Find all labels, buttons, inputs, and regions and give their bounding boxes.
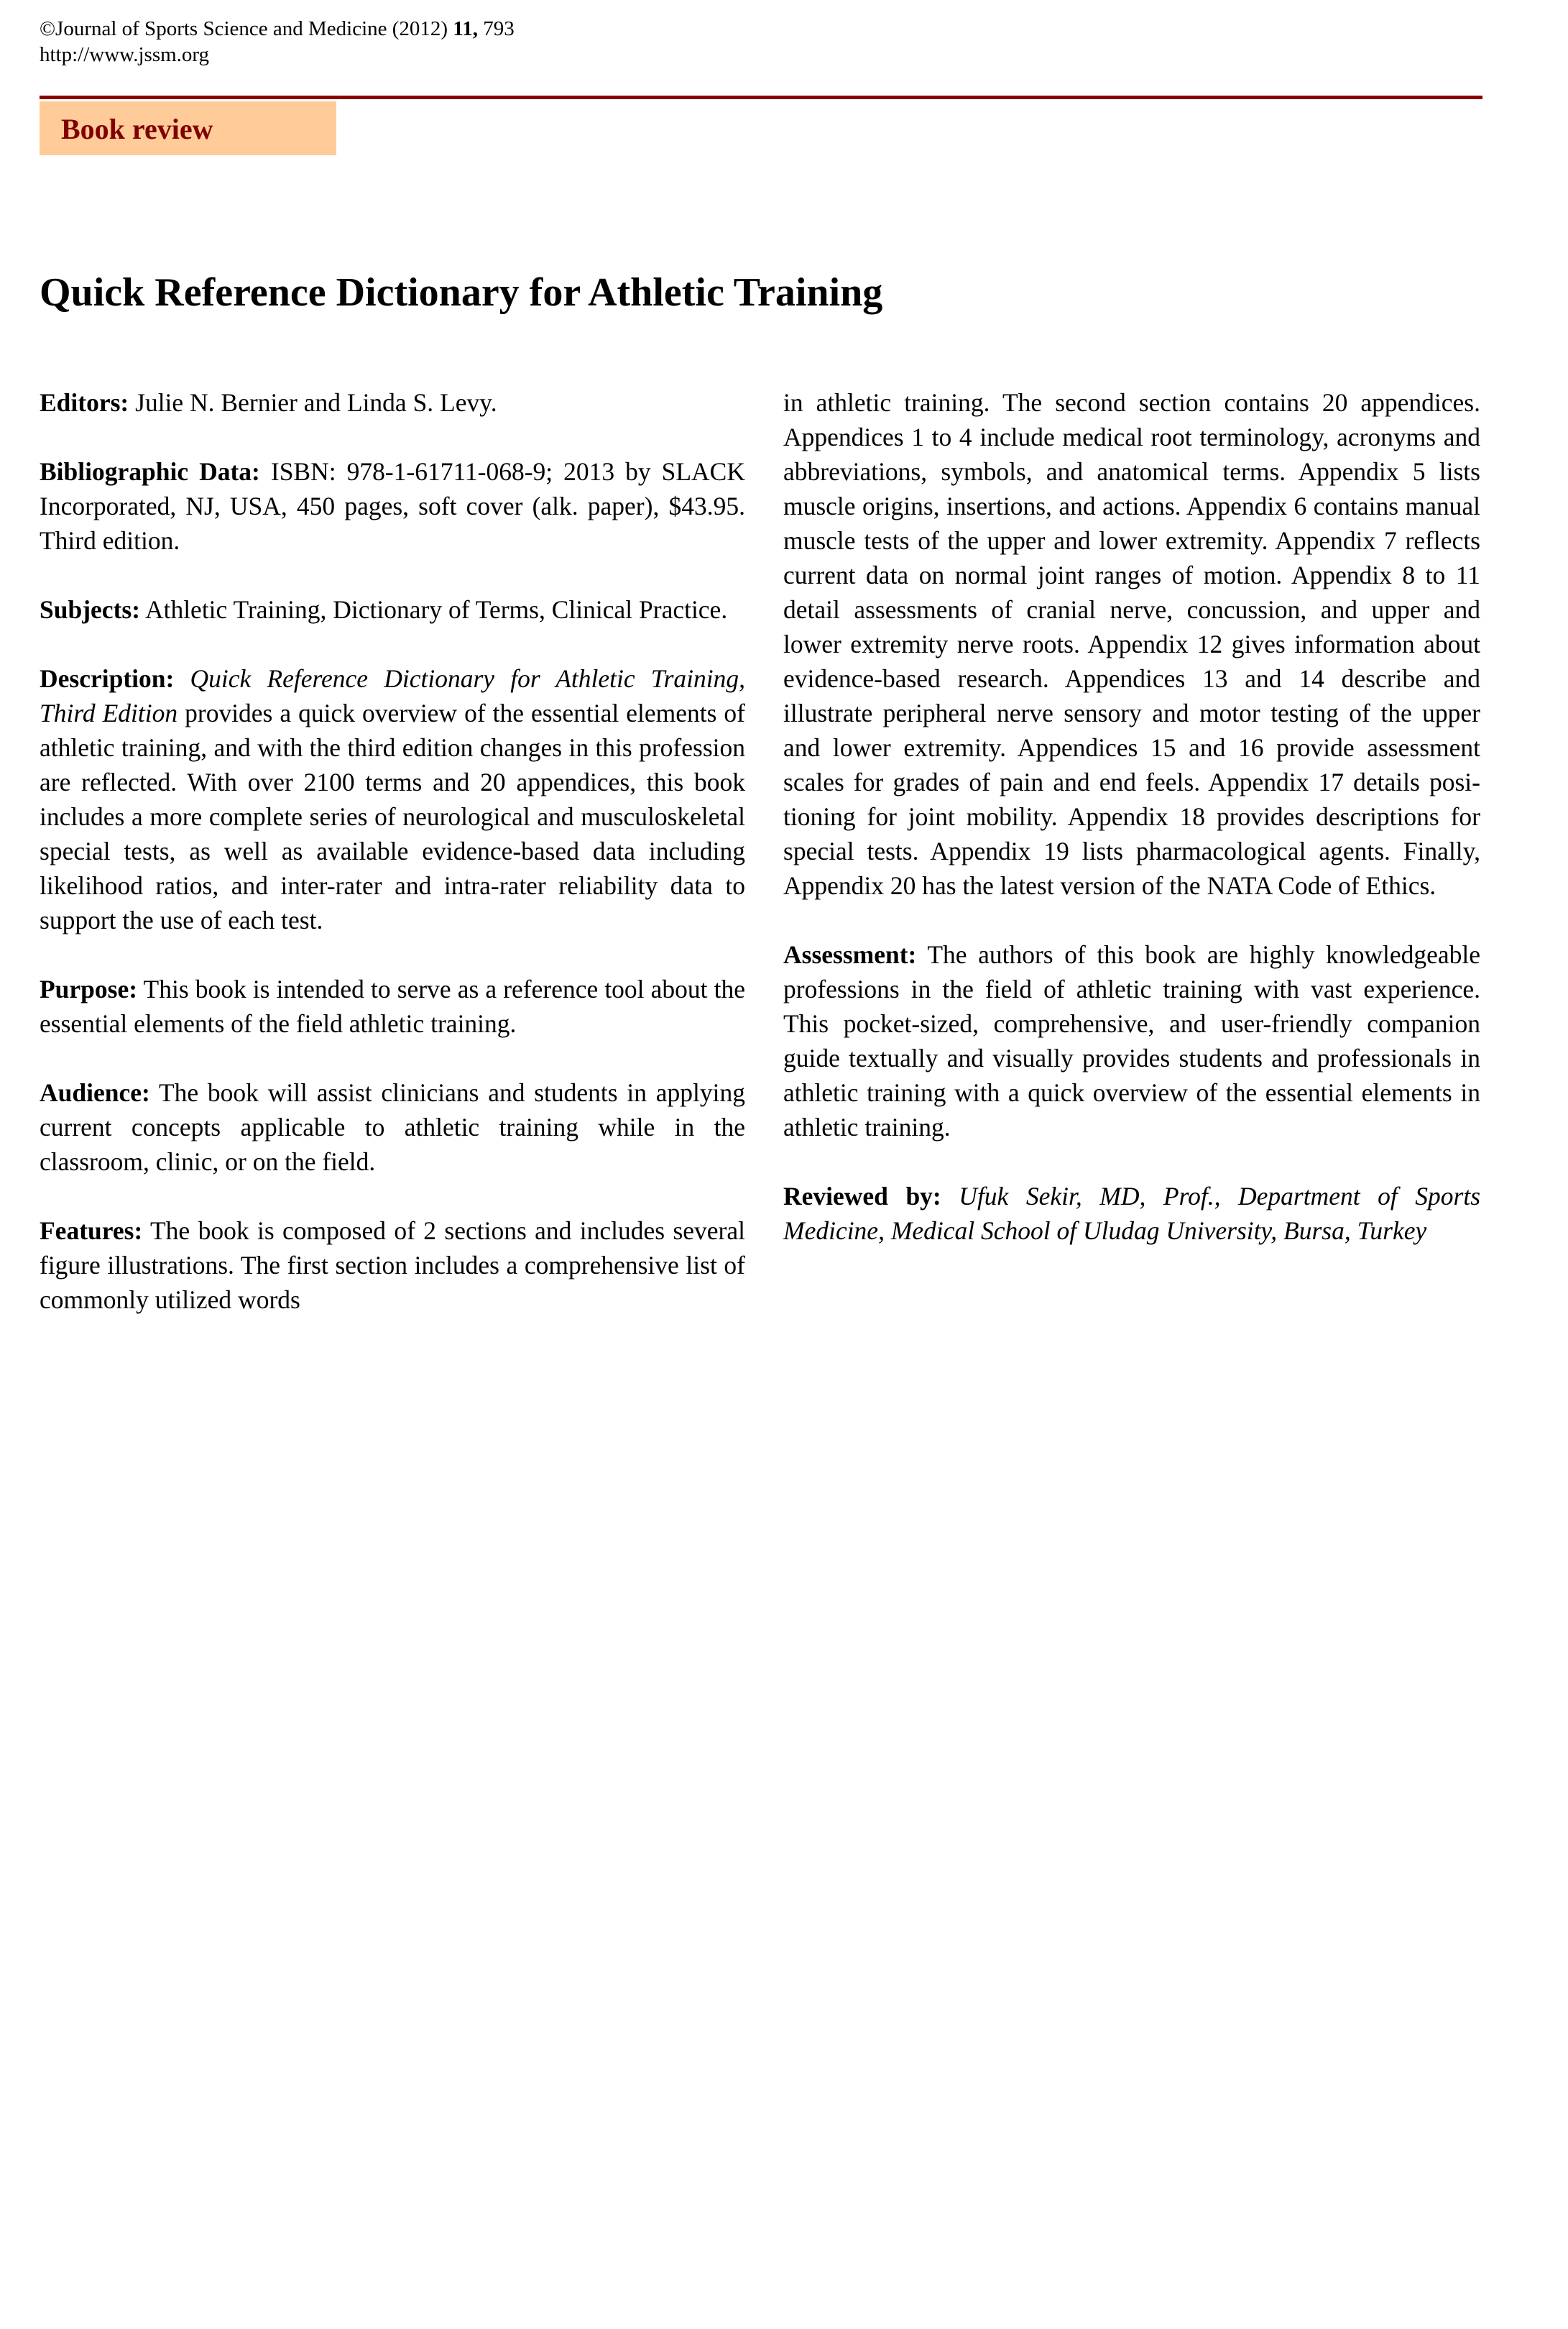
reviewer-label: Reviewed by: — [783, 1182, 941, 1211]
subjects-paragraph — [40, 592, 745, 627]
features-continued-paragraph: in athletic training. The second section contains 20 appendices. Appendices 1 to 4 include medical root terminology, acronyms and abbreviations, symbols, and anatomical terms. Appendix 5 lists muscle origins, insertions, and actions. Appendix 6 contains manual muscle tests of the upper and lower extremity. Appendix 7 reflects current data on normal joint ranges of motion. Appendix 8 to 11 detail assessments of cranial nerve, concussion, and upper and lower extremity nerve roots. Appendix 12 gives information about evidence-based research. Appendices 13 and 14 describe and illustrate peripheral nerve sensory and motor testing of the upper and lower extremity. Appendices 15 and 16 provide assessment scales for grades of pain and end feels. Appendix 17 details positioning for joint mobility. Appendix 18 provides descriptions for special tests. Appendix 19 lists pharmacological agents. Finally, Appendix 20 has the latest version of the NATA Code of Ethics. — [783, 388, 1480, 900]
header-rule — [40, 96, 1482, 99]
assessment-paragraph — [783, 937, 1480, 1144]
bibliographic-text: ISBN: 978-1-61711-068-9; 2013 by SLACK Incorporated, NJ, USA, 450 pages, soft cover (alk. paper), $43.95. Third edition. — [40, 457, 745, 555]
description-paragraph — [40, 661, 745, 937]
description-label: Description: — [40, 664, 175, 693]
features-text: The book is composed of 2 sections and includes several figure illustrations. The first section includes a comprehensive list of commonly utilized words — [40, 1216, 745, 1314]
description-book-title: Quick Reference Dictionary for Athletic Training, Third Edition — [40, 664, 745, 727]
purpose-label: Purpose: — [40, 975, 138, 1003]
left-column — [40, 385, 745, 1317]
reviewer-paragraph — [783, 1179, 1480, 1248]
assessment-label: Assessment: — [783, 940, 917, 969]
right-column — [783, 385, 1480, 1248]
journal-header — [40, 16, 515, 68]
subjects-label: Subjects: — [40, 595, 141, 624]
section-label: Book review — [61, 113, 213, 145]
audience-text: The book will assist clinicians and students in applying current concepts applicable to athletic training while in the classroom, clinic, or on the field. — [40, 1078, 745, 1176]
editors-label: Editors: — [40, 388, 129, 417]
reviewer-text: Ufuk Sekir, MD, Prof., Department of Sports Medicine, Medical School of Uludag University, Bursa, Turkey — [783, 1182, 1481, 1245]
features-label: Features: — [40, 1216, 143, 1245]
purpose-paragraph — [40, 972, 745, 1041]
audience-label: Audience: — [40, 1078, 150, 1107]
purpose-text: This book is intended to serve as a reference tool about the essential elements of the field athletic training. — [40, 975, 745, 1038]
article-title: Quick Reference Dictionary for Athletic Training — [40, 270, 883, 315]
editors-text: Julie N. Bernier and Linda S. Levy. — [129, 388, 497, 417]
journal-volume: 11, — [453, 17, 478, 40]
bibliographic-paragraph — [40, 454, 745, 558]
description-text: provides a quick overview of the essential elements of athletic training, and with the third edition changes in this profession are reflected. With over 2100 terms and 20 appendices, this book includes a more complete series of neurological and musculoskeletal special tests, as well as available evidence-based data including likelihood ratios, and inter-rater and intra-rater reliability data to support the use of each test. — [40, 699, 745, 934]
journal-name: ©Journal of Sports Science and Medicine (2012) — [40, 17, 453, 40]
subjects-text: Athletic Training, Dictionary of Terms, Clinical Practice. — [140, 595, 728, 624]
section-banner — [40, 101, 336, 155]
editors-paragraph — [40, 385, 745, 420]
journal-citation — [40, 16, 515, 42]
assessment-text: The authors of this book are highly knowledgeable professions in the field of athletic training with vast experience. This pocket-sized, comprehensive, and user-friendly companion guide textually and visually provides students and professionals in athletic training with a quick overview of the essential elements in athletic training. — [783, 940, 1480, 1141]
audience-paragraph — [40, 1075, 745, 1179]
journal-url[interactable]: http://www.jssm.org — [40, 43, 210, 66]
bibliographic-label: Bibliographic Data: — [40, 457, 260, 486]
features-paragraph — [40, 1213, 745, 1317]
journal-page: 793 — [477, 17, 515, 40]
